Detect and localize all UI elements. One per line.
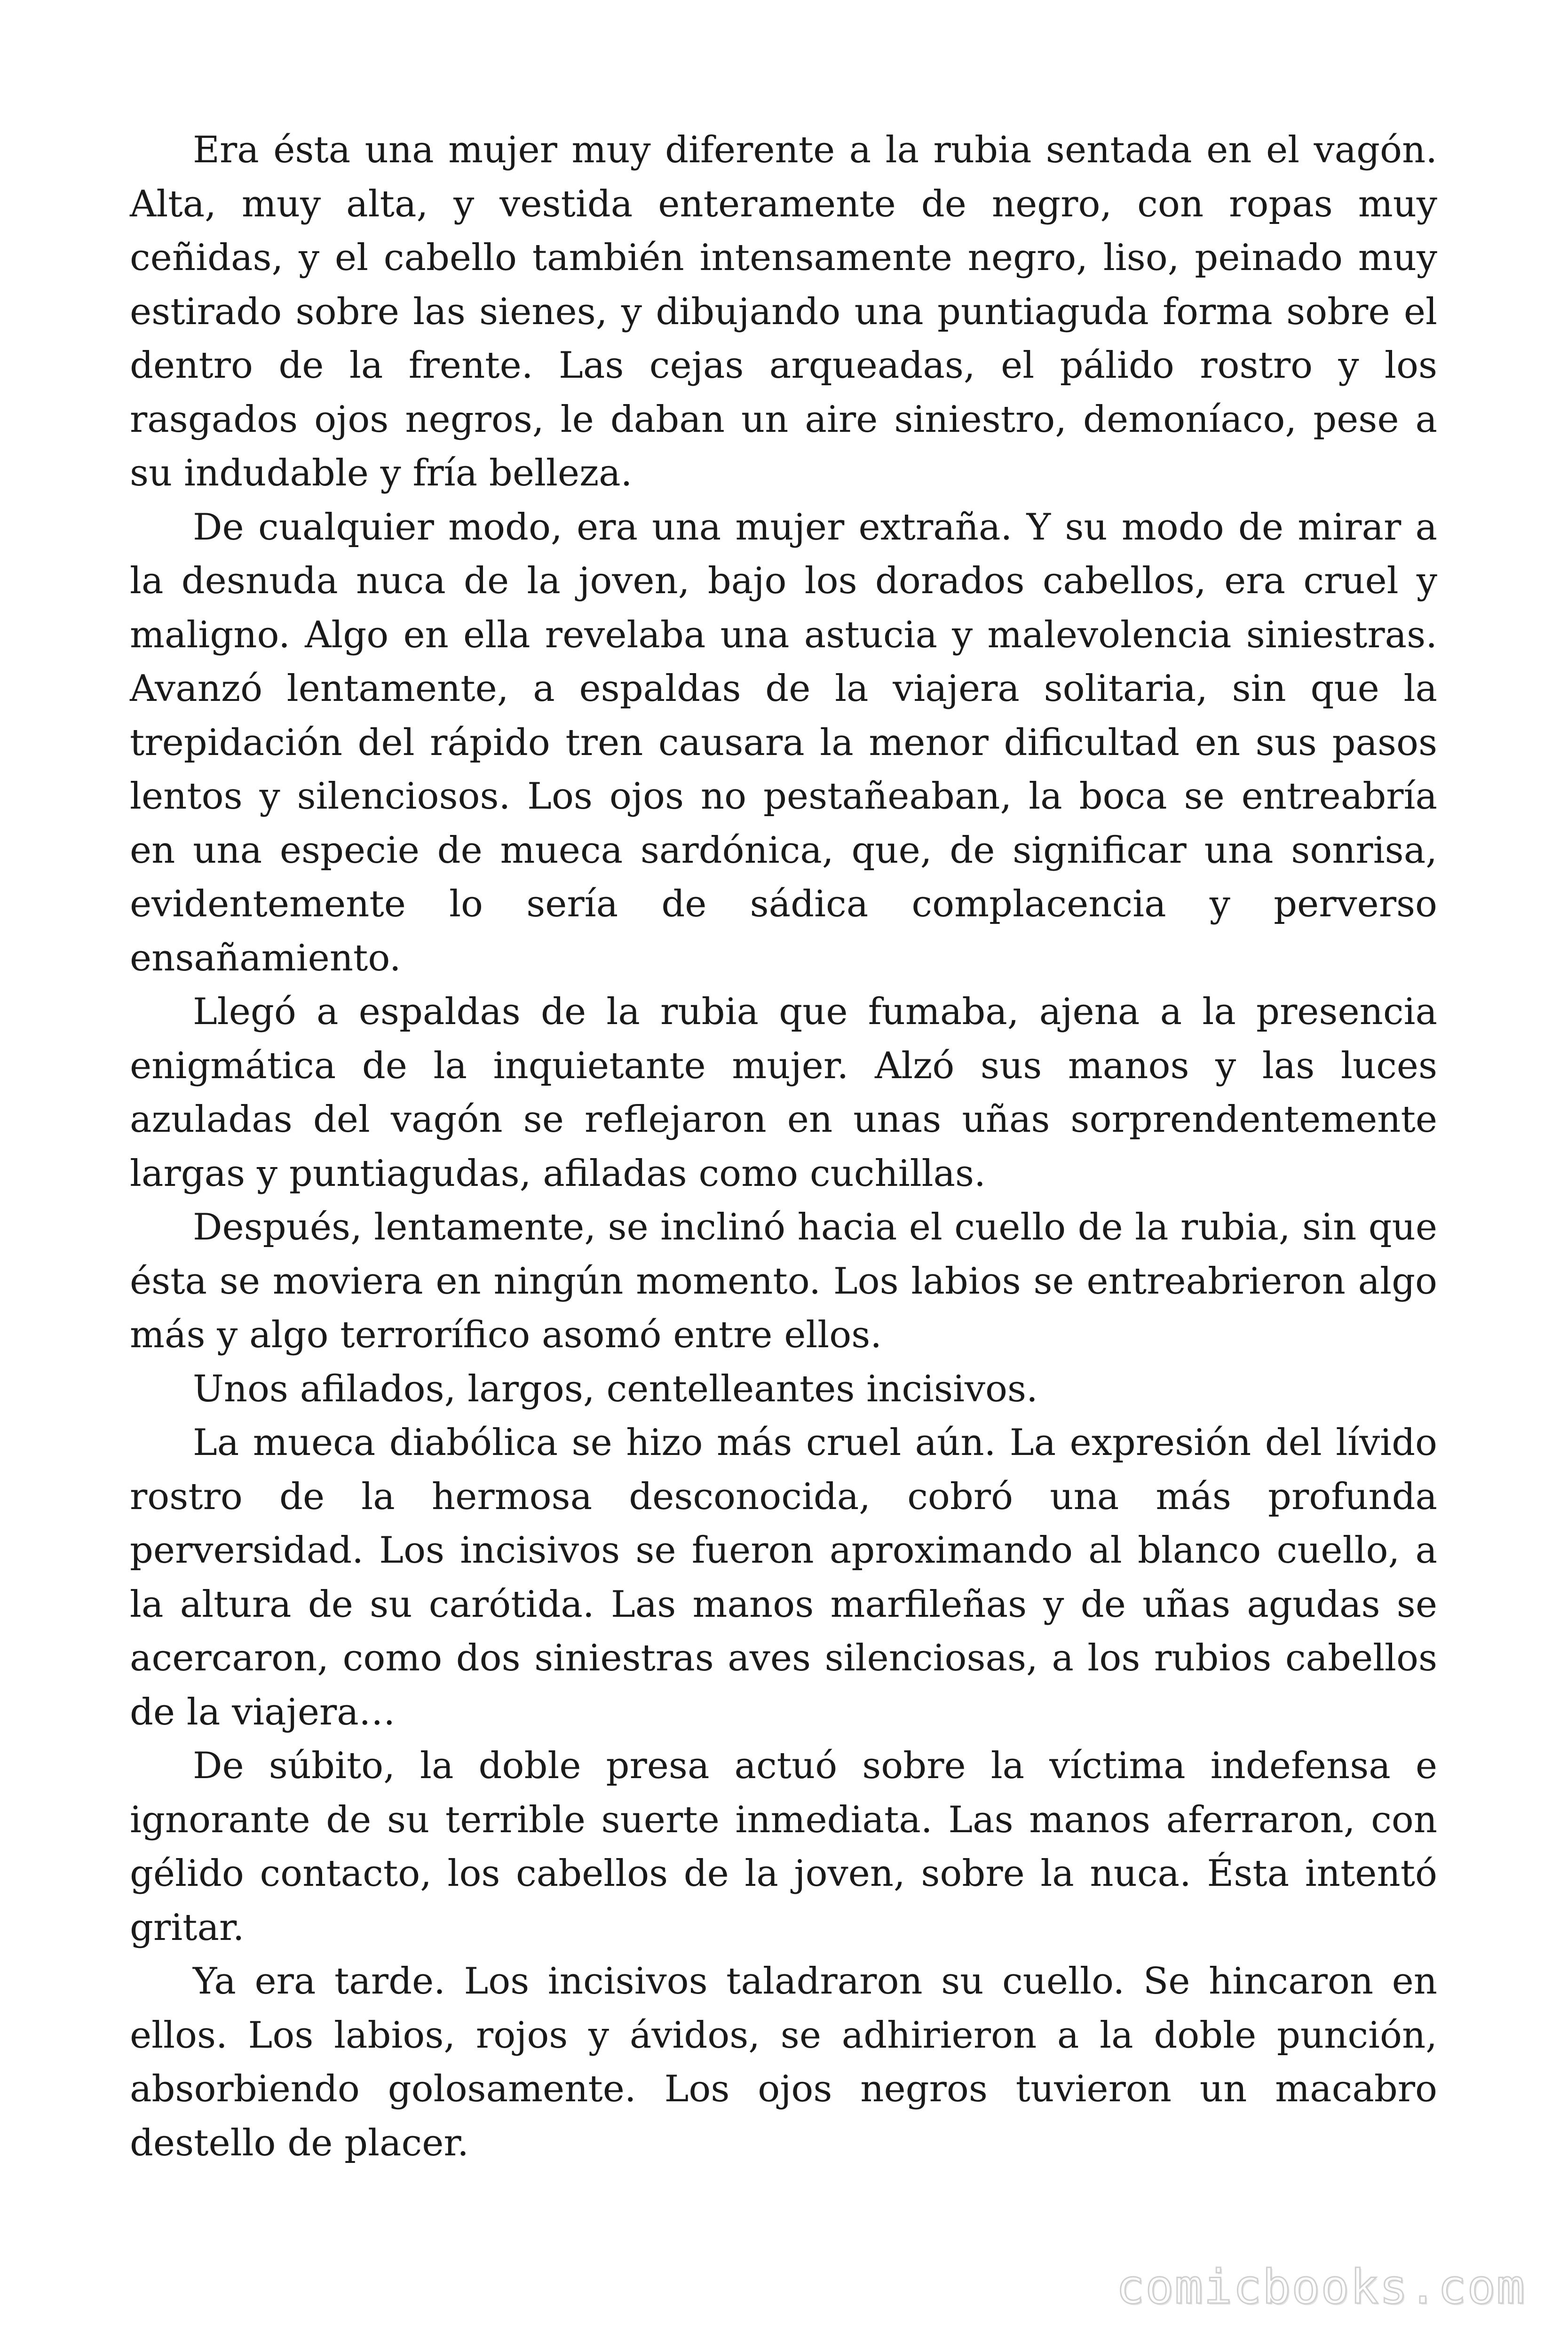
paragraph: La mueca diabólica se hizo más cruel aún. La expresión del lívido rostro de la hermosa desconocida, cobró una más profunda perversidad. Los incisivos se fueron aproximando al blanco cuello, a la altura de su carótida. Las manos marfileñas y de uñas agudas se acercaron, como dos siniestras aves silenciosas, a los rubios cabellos de la viajera… bbox=[130, 1422, 1437, 1733]
body-text bbox=[130, 123, 1437, 2170]
paragraph: Llegó a espaldas de la rubia que fumaba, ajena a la presencia enigmática de la inquietante mujer. Alzó sus manos y las luces azuladas del vagón se reflejaron en unas uñas sorprendentemente largas y puntiagudas, afiladas como cuchillas. bbox=[130, 991, 1437, 1195]
paragraph: Era ésta una mujer muy diferente a la rubia sentada en el vagón. Alta, muy alta, y vestida enteramente de negro, con ropas muy ceñidas, y el cabello también intensamente negro, liso, peinado muy estirado sobre las sienes, y dibujando una puntiaguda forma sobre el dentro de la frente. Las cejas arqueadas, el pálido rostro y los rasgados ojos negros, le daban un aire siniestro, demoníaco, pese a su indudable y fría belleza. bbox=[130, 129, 1437, 494]
paragraph: Ya era tarde. Los incisivos taladraron su cuello. Se hincaron en ellos. Los labios, rojos y ávidos, se adhirieron a la doble punción, absorbiendo golosamente. Los ojos negros tuvieron un macabro destello de placer. bbox=[130, 1960, 1437, 2164]
paragraph: Después, lentamente, se inclinó hacia el cuello de la rubia, sin que ésta se moviera en ningún momento. Los labios se entreabrieron algo más y algo terrorífico asomó entre ellos. bbox=[130, 1206, 1437, 1356]
paragraph: De súbito, la doble presa actuó sobre la víctima indefensa e ignorante de su terrible suerte inmediata. Las manos aferraron, con gélido contacto, los cabellos de la joven, sobre la nuca. Ésta intentó gritar. bbox=[130, 1745, 1437, 1949]
watermark: comicbooks.com bbox=[1116, 2259, 1526, 2314]
paragraph: De cualquier modo, era una mujer extraña. Y su modo de mirar a la desnuda nuca de la joven, bajo los dorados cabellos, era cruel y maligno. Algo en ella revelaba una astucia y malevolencia siniestras. Avanzó lentamente, a espaldas de la viajera solitaria, sin que la trepidación del rápido tren causara la menor dificultad en sus pasos lentos y silenciosos. Los ojos no pestañeaban, la boca se entreabría en una especie de mueca sardónica, que, de significar una sonrisa, evidentemente lo sería de sádica complacencia y perverso ensañamiento. bbox=[130, 506, 1437, 979]
paragraph: Unos afilados, largos, centelleantes incisivos. bbox=[193, 1367, 1038, 1410]
